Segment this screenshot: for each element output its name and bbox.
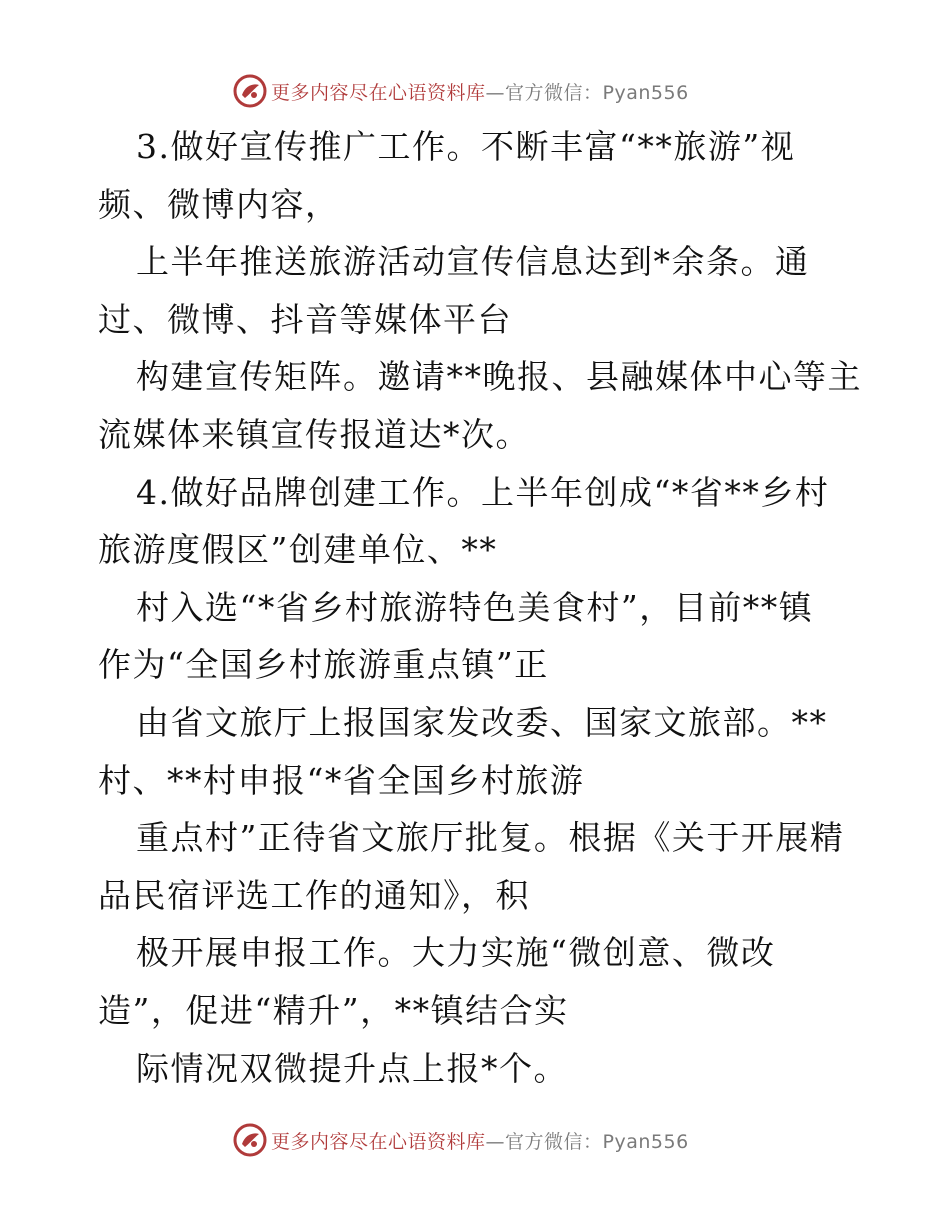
header-watermark	[233, 71, 689, 111]
brand-logo-icon	[233, 74, 267, 108]
paragraph-line: 3.做好宣传推广工作。不断丰富“**旅游”视	[136, 127, 796, 166]
footer-watermark	[233, 1120, 689, 1160]
paragraph-line: 构建宣传矩阵。邀请**晚报、县融媒体中心等主	[136, 357, 862, 397]
watermark-text: 更多内容尽在心语资料库—官方微信：Pyan556	[271, 1130, 689, 1153]
paragraph-line: 4.做好品牌创建工作。上半年创成“*省**乡村	[136, 472, 830, 512]
paragraph-line: 极开展申报工作。大力实施“微创意、微改	[136, 933, 776, 973]
document-body	[98, 118, 878, 1097]
paragraph-line: 重点村”正待省文旅厅批复。根据《关于开展精	[136, 818, 845, 858]
paragraph-line: 流媒体来镇宣传报道达*次。	[98, 414, 530, 454]
paragraph-line: 品民宿评选工作的通知》，积	[98, 875, 530, 915]
watermark-text: 更多内容尽在心语资料库—官方微信：Pyan556	[271, 81, 689, 104]
paragraph-line: 作为“全国乡村旅游重点镇”正	[98, 645, 549, 685]
paragraph-line: 造”，促进“精升”，**镇结合实	[98, 990, 569, 1030]
paragraph-line: 际情况双微提升点上报*个。	[136, 1048, 568, 1088]
brand-logo-icon	[233, 1123, 267, 1157]
paragraph-line: 上半年推送旅游活动宣传信息达到*余条。通	[136, 242, 810, 282]
paragraph-line: 由省文旅厅上报国家发改委、国家文旅部。**	[136, 702, 828, 742]
paragraph-line: 频、微博内容，	[98, 184, 340, 224]
paragraph-line: 村、**村申报“*省全国乡村旅游	[98, 760, 585, 800]
paragraph-line: 过、微博、抖音等媒体平台	[98, 299, 512, 339]
paragraph-line: 旅游度假区”创建单位、**	[98, 530, 498, 570]
paragraph-line: 村入选“*省乡村旅游特色美食村”，目前**镇	[136, 587, 814, 627]
